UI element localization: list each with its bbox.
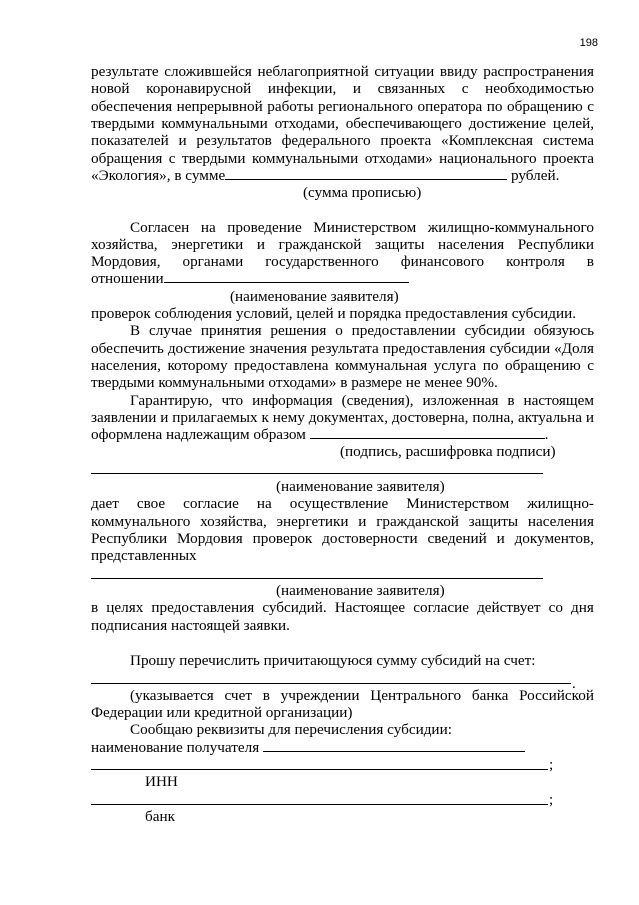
word: с	[587, 357, 594, 374]
word: хозяйства,	[200, 513, 267, 530]
word: прилагаемых	[172, 409, 258, 426]
word: на	[256, 495, 272, 512]
word: регионального	[318, 98, 414, 115]
word: защиты	[468, 513, 519, 530]
word: что	[221, 392, 244, 409]
word: проекта	[542, 150, 594, 167]
word: жилищно-	[527, 495, 594, 512]
applicant-blank-3[interactable]	[91, 578, 543, 579]
word: коронавирусной	[146, 80, 252, 97]
word: (указывается	[130, 687, 214, 704]
word: сложившейся	[164, 63, 252, 80]
word: и	[160, 409, 169, 426]
word: которому	[167, 357, 228, 374]
sum-caption: (сумма прописью)	[303, 184, 422, 201]
text-line	[91, 340, 594, 357]
word: целей,	[552, 115, 594, 132]
word: «Доля	[554, 340, 594, 357]
text-line	[91, 357, 594, 374]
sum-blank[interactable]	[225, 167, 507, 180]
word: с	[168, 150, 176, 167]
word: документов,	[514, 530, 594, 547]
page-number: 198	[579, 37, 598, 49]
word: согласие	[413, 599, 469, 616]
text-line	[91, 495, 594, 512]
word: достижение	[468, 115, 546, 132]
word: полна,	[472, 409, 515, 426]
word: услуга	[433, 357, 477, 374]
word: государственного	[265, 253, 379, 270]
word: достоверна,	[391, 409, 469, 426]
word: энергетики	[171, 236, 244, 253]
relation-word: отношении	[91, 270, 164, 287]
text-line	[91, 80, 594, 97]
sum-prefix: «Экология», в сумме	[91, 167, 226, 184]
word: В	[130, 322, 141, 339]
text-line	[91, 253, 594, 270]
confirm-line: оформлена надлежащим образом .	[91, 426, 549, 443]
word: результатов	[196, 132, 272, 149]
word: коммунальная	[335, 357, 428, 374]
word: информация	[252, 392, 333, 409]
text-line	[130, 687, 594, 704]
word: изложенная	[422, 392, 499, 409]
text-line	[91, 236, 594, 253]
recipient-blank[interactable]	[263, 739, 525, 752]
word: населения	[438, 236, 505, 253]
applicant-blank-2[interactable]	[91, 473, 543, 474]
word: национального	[439, 150, 537, 167]
word: и	[496, 530, 505, 547]
word: хозяйства,	[91, 236, 158, 253]
word: обязуюсь	[533, 322, 594, 339]
word: твердыми	[91, 115, 155, 132]
word: и	[352, 80, 362, 97]
word: предоставления	[151, 599, 255, 616]
word: энергетики	[276, 513, 349, 530]
word: сведений	[427, 530, 487, 547]
word: ввиду	[439, 63, 478, 80]
word: Министерством	[406, 495, 510, 512]
word: Согласен	[130, 219, 190, 236]
word: федерального	[281, 132, 371, 149]
applicant-caption: (наименование заявителя)	[276, 478, 445, 495]
text-line	[91, 115, 594, 132]
text-line	[130, 219, 594, 236]
word: неблагоприятной	[257, 63, 369, 80]
inn-label: ИНН	[145, 773, 178, 790]
word: предоставлении	[351, 322, 456, 339]
word: обращению	[504, 357, 581, 374]
word: Гарантирую,	[130, 392, 213, 409]
text-line: твердыми коммунальными отходами» в размере не менее 90%.	[91, 374, 498, 391]
word: и	[256, 236, 266, 253]
sum-suffix: рублей.	[510, 167, 560, 184]
word: о	[335, 322, 343, 339]
word: с	[587, 98, 594, 115]
text-line	[91, 513, 594, 530]
word: субсидии	[489, 340, 551, 357]
word: значения	[249, 340, 307, 357]
word: проведение	[227, 219, 302, 236]
word: работы	[267, 98, 314, 115]
word: по	[486, 98, 503, 115]
word: согласие	[183, 495, 239, 512]
word: распространения	[483, 63, 594, 80]
word: принятия	[200, 322, 262, 339]
word: заявлении	[91, 409, 157, 426]
word: счет	[224, 687, 252, 704]
word: новой	[91, 80, 130, 97]
word: решения	[270, 322, 327, 339]
recipient-label: наименование получателя	[91, 739, 260, 756]
account-blank[interactable]	[91, 683, 571, 684]
word: Мордовия	[177, 530, 243, 547]
text-line: подписания настоящей заявки.	[91, 617, 290, 634]
word: субсидии	[464, 322, 525, 339]
applicant-caption: (наименование заявителя)	[276, 582, 445, 599]
word: результата	[310, 340, 379, 357]
inn-blank[interactable]	[91, 804, 548, 805]
text-line	[91, 150, 594, 167]
confirm-text: оформлена надлежащим образом	[91, 426, 306, 443]
word: и	[178, 132, 187, 149]
word: жилищно-коммунального	[427, 219, 594, 236]
check-line: проверок соблюдения условий, целей и порядка предоставления субсидии.	[91, 305, 577, 322]
word: Центрального	[370, 687, 462, 704]
word: в	[586, 253, 594, 270]
word: «Комплексная	[441, 132, 533, 149]
word: Республики	[517, 236, 594, 253]
bank-label: банк	[145, 808, 175, 825]
word: действует	[477, 599, 541, 616]
word: оператора	[417, 98, 483, 115]
text-line	[91, 63, 594, 80]
word: инфекции,	[267, 80, 337, 97]
signature-caption: (подпись, расшифровка подписи)	[340, 443, 556, 460]
word: необходимостью	[485, 80, 594, 97]
word: отходами,	[274, 115, 339, 132]
word: в	[262, 687, 270, 704]
word: твердыми	[181, 150, 246, 167]
text-line	[130, 322, 594, 339]
word: предоставлена	[234, 357, 329, 374]
word: по	[482, 357, 499, 374]
text-line	[130, 392, 594, 409]
text-line	[91, 98, 594, 115]
word: и	[585, 409, 594, 426]
word: актуальна	[517, 409, 582, 426]
word: со	[548, 599, 563, 616]
word: на	[200, 219, 216, 236]
word: обеспечения	[91, 98, 173, 115]
transfer-request: Прошу перечислить причитающуюся сумму субсидий на счет:	[130, 652, 536, 669]
word: в	[507, 392, 515, 409]
word: показателей	[91, 132, 169, 149]
word: обеспечивающего	[345, 115, 462, 132]
word: и	[358, 513, 367, 530]
recipient-blank-2[interactable]	[91, 769, 548, 770]
signature-blank[interactable]	[310, 426, 545, 439]
word: целях	[106, 599, 144, 616]
applicant-caption: (наименование заявителя)	[230, 288, 399, 305]
word: непрерывной	[176, 98, 263, 115]
text-line: представленных	[91, 547, 197, 564]
word: система	[542, 132, 594, 149]
word: обеспечить	[91, 340, 164, 357]
word: дня	[571, 599, 594, 616]
word: настоящем	[523, 392, 594, 409]
sum-line	[91, 167, 594, 184]
word: с	[461, 80, 469, 97]
word: обращения	[91, 150, 163, 167]
period-mark: .	[572, 675, 576, 692]
word: проверок	[252, 530, 313, 547]
word: осуществление	[289, 495, 389, 512]
word: субсидий.	[262, 599, 327, 616]
text-line: Федерации или кредитной организации)	[91, 704, 353, 721]
word: контроля	[506, 253, 565, 270]
word: учреждении	[280, 687, 360, 704]
word: достижение	[167, 340, 246, 357]
word: Республики	[91, 530, 168, 547]
word: Настоящее	[334, 599, 406, 616]
relation-line	[91, 270, 594, 287]
word: органами	[182, 253, 244, 270]
word: связанных	[377, 80, 446, 97]
word: коммунальными	[161, 115, 268, 132]
word: случае	[148, 322, 193, 339]
word: свое	[136, 495, 166, 512]
word: банка	[471, 687, 509, 704]
semicolon-mark: ;	[549, 756, 554, 773]
word: ситуации	[374, 63, 435, 80]
word: дает	[91, 495, 119, 512]
word: проекта	[380, 132, 432, 149]
word: к	[261, 409, 269, 426]
text-line	[91, 530, 594, 547]
semicolon-mark: ;	[549, 791, 554, 808]
requisites-intro: Сообщаю реквизиты для перечисления субсидии:	[130, 721, 452, 738]
word: населения,	[91, 357, 161, 374]
word: предоставления	[382, 340, 486, 357]
word: отходами»	[364, 150, 433, 167]
word: (сведения),	[341, 392, 414, 409]
text-line	[91, 132, 594, 149]
word: результате	[91, 63, 159, 80]
word: Мордовия,	[91, 253, 161, 270]
word: в	[91, 599, 99, 616]
word: Министерством	[313, 219, 417, 236]
word: финансового	[400, 253, 485, 270]
word: достоверности	[322, 530, 418, 547]
text-line	[91, 599, 594, 616]
word: гражданской	[376, 513, 459, 530]
word: коммунальными	[251, 150, 359, 167]
word: коммунального	[91, 513, 191, 530]
word: гражданской	[278, 236, 362, 253]
text-line	[91, 409, 594, 426]
word: нему	[272, 409, 305, 426]
recipient-line	[91, 739, 594, 756]
relation-blank[interactable]	[164, 270, 409, 283]
word: населения	[527, 513, 594, 530]
word: обращению	[507, 98, 583, 115]
word: Российской	[519, 687, 594, 704]
word: документах,	[308, 409, 388, 426]
word: защиты	[375, 236, 425, 253]
